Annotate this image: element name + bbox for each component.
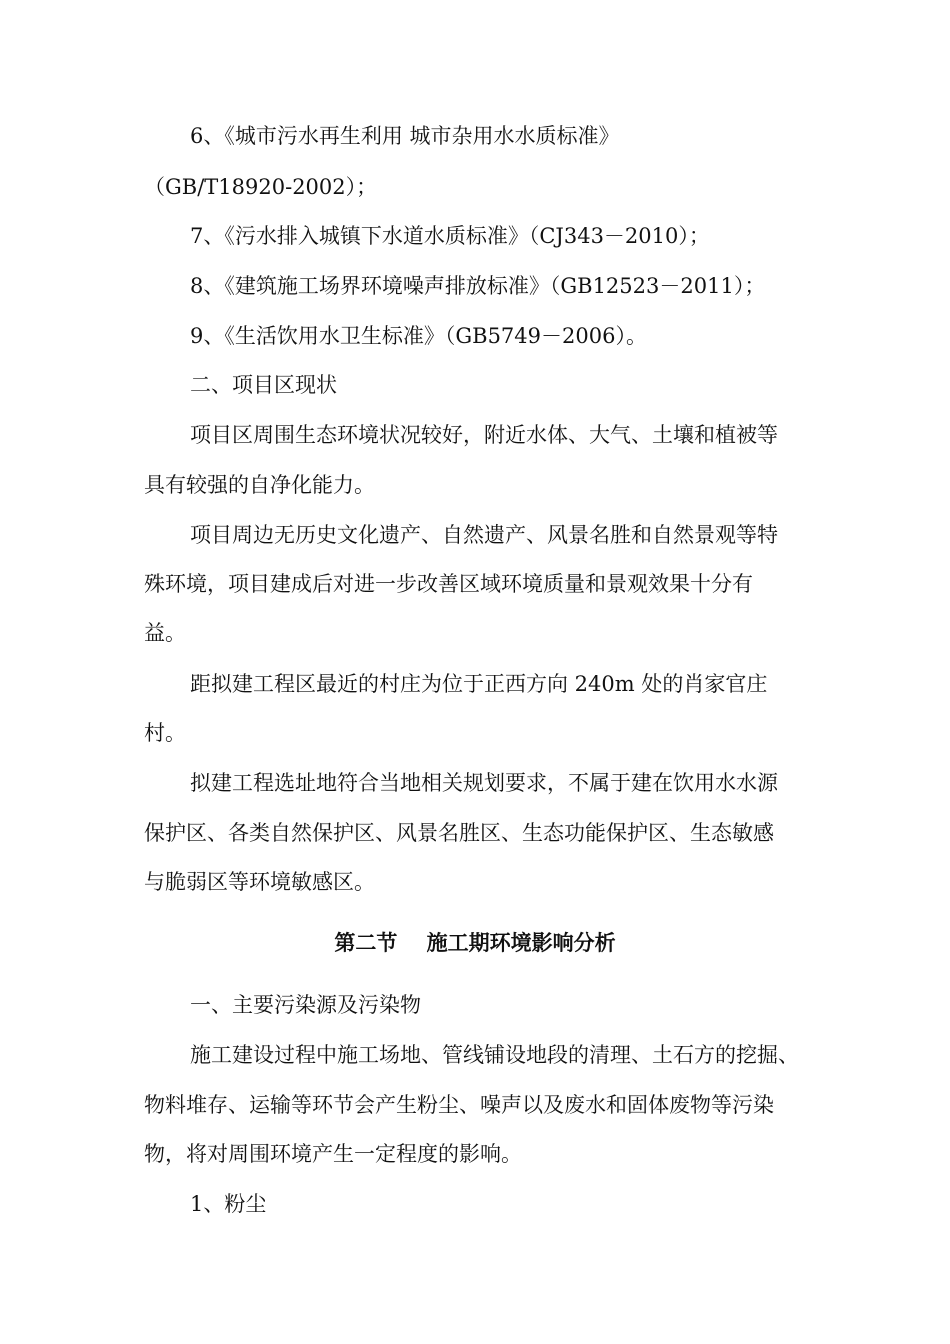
line-text: 与脆弱区等环境敏感区。 xyxy=(144,870,375,894)
line-text: 一、主要污染源及污染物 xyxy=(190,993,421,1017)
paragraph-line xyxy=(0,1134,950,1174)
line-text: 拟建工程选址地符合当地相关规划要求，不属于建在饮用水水源 xyxy=(190,771,778,795)
paragraph-line xyxy=(0,1085,950,1125)
paragraph-line xyxy=(0,116,950,156)
subsection-heading xyxy=(0,985,950,1025)
line-text: （GB/T18920-2002）； xyxy=(144,175,378,199)
line-text: 项目区周围生态环境状况较好，附近水体、大气、土壤和植被等 xyxy=(190,423,778,447)
line-text: 项目周边无历史文化遗产、自然遗产、风景名胜和自然景观等特 xyxy=(190,523,778,547)
line-text: 1、粉尘 xyxy=(190,1192,267,1216)
paragraph-line xyxy=(0,564,950,604)
line-text: 7、《污水排入城镇下水道水质标准》（CJ343－2010）； xyxy=(190,224,710,248)
line-text: 保护区、各类自然保护区、风景名胜区、生态功能保护区、生态敏感 xyxy=(144,821,774,845)
paragraph-line xyxy=(0,515,950,555)
paragraph-line xyxy=(0,862,950,902)
paragraph-line xyxy=(0,763,950,803)
subsection-heading xyxy=(0,1184,950,1224)
line-text: 距拟建工程区最近的村庄为位于正西方向 240m 处的肖家官庄 xyxy=(190,672,768,696)
paragraph-line xyxy=(0,167,950,207)
paragraph-line xyxy=(0,266,950,306)
line-text: 6、《城市污水再生利用 城市杂用水水质标准》 xyxy=(190,124,620,148)
paragraph-line xyxy=(0,216,950,256)
line-text: 殊环境，项目建成后对进一步改善区域环境质量和景观效果十分有 xyxy=(144,572,753,596)
paragraph-line xyxy=(0,316,950,356)
line-text: 物料堆存、运输等环节会产生粉尘、噪声以及废水和固体废物等污染 xyxy=(144,1093,774,1117)
line-text: 二、项目区现状 xyxy=(190,373,337,397)
paragraph-line xyxy=(0,465,950,505)
line-text: 益。 xyxy=(144,621,186,645)
subsection-heading xyxy=(0,365,950,405)
paragraph-line xyxy=(0,613,950,653)
paragraph-line xyxy=(0,415,950,455)
line-text: 具有较强的自净化能力。 xyxy=(144,473,375,497)
line-text: 8、《建筑施工场界环境噪声排放标准》（GB12523－2011）； xyxy=(190,274,766,298)
line-text: 物，将对周围环境产生一定程度的影响。 xyxy=(144,1142,522,1166)
paragraph-line xyxy=(0,664,950,704)
line-text: 村。 xyxy=(144,721,186,745)
section-heading: 第二节 施工期环境影响分析 xyxy=(334,931,616,955)
paragraph-line xyxy=(0,713,950,753)
paragraph-line xyxy=(0,813,950,853)
line-text: 9、《生活饮用水卫生标准》（GB5749－2006）。 xyxy=(190,324,647,348)
line-text: 施工建设过程中施工场地、管线铺设地段的清理、土石方的挖掘、 xyxy=(190,1043,799,1067)
paragraph-line xyxy=(0,1035,950,1075)
